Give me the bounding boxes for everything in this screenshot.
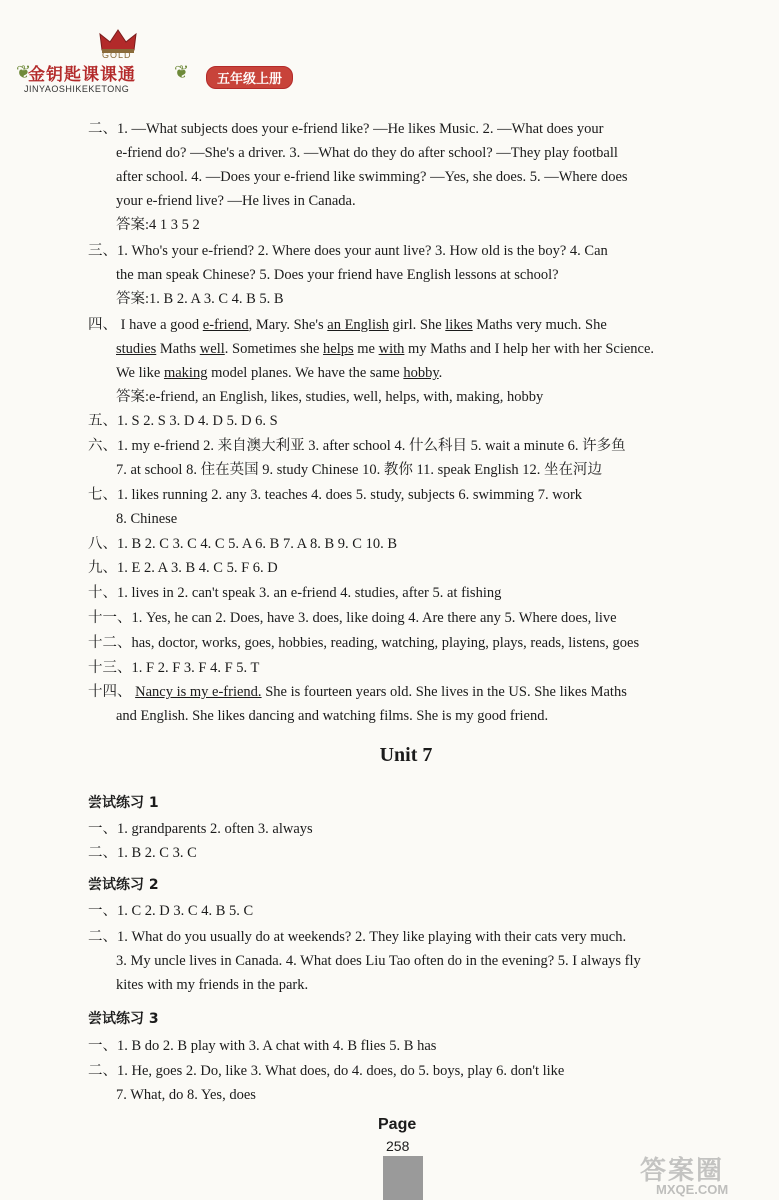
sec3-line1: 三、1. Who's your e-friend? 2. Where does your aunt live? 3. How old is the boy? 4. Can — [88, 243, 608, 259]
sec2-line4: your e-friend live? —He lives in Canada. — [116, 193, 356, 209]
sec4-answer: 答案:e-friend, an English, likes, studies, well, helps, with, making, hobby — [116, 389, 544, 405]
practice3-line2: 二、1. He, goes 2. Do, like 3. What does, do 4. does, do 5. boys, play 6. don't like — [88, 1063, 565, 1079]
page-number: 258 — [386, 1138, 410, 1154]
sec12-line: 十二、has, doctor, works, goes, hobbies, reading, watching, playing, plays, reads, listens, goes — [88, 635, 640, 651]
practice1-line2: 二、1. B 2. C 3. C — [88, 845, 197, 861]
sec5-line: 五、1. S 2. S 3. D 4. D 5. D 6. S — [88, 413, 278, 429]
laurel-right-icon: ❦ — [174, 62, 190, 82]
unit-title: Unit 7 — [379, 744, 433, 766]
practice1-title: 尝试练习 1 — [88, 795, 159, 811]
practice2-line1: 一、1. C 2. D 3. C 4. B 5. C — [88, 903, 254, 919]
sec10-line: 十、1. lives in 2. can't speak 3. an e-friend 4. studies, after 5. at fishing — [88, 585, 502, 601]
sec2-line3: after school. 4. —Does your e-friend like swimming? —Yes, she does. 5. —Where does — [116, 169, 628, 185]
sec6-line1: 六、1. my e-friend 2. 来自澳大利亚 3. after school 4. 什么科目 5. wait a minute 6. 许多鱼 — [88, 438, 626, 454]
watermark-bottom: MXQE.COM — [656, 1182, 729, 1197]
publisher-logo — [16, 22, 190, 98]
practice2-line3: 3. My uncle lives in Canada. 4. What does Liu Tao often do in the evening? 5. I always fly — [116, 953, 641, 969]
sec7-line2: 8. Chinese — [116, 511, 178, 527]
laurel-left-icon: ❦ — [16, 62, 32, 82]
page-label: Page — [378, 1116, 417, 1133]
practice2-title: 尝试练习 2 — [88, 877, 159, 893]
practice3-line1: 一、1. B do 2. B play with 3. A chat with 4. B flies 5. B has — [88, 1038, 437, 1054]
sec4-line2: studies Maths well. Sometimes she helps me with my Maths and I help her with her Science. — [116, 341, 655, 357]
sec14-line1: 十四、 Nancy is my e-friend. She is fourteen years old. She lives in the US. She likes Maths — [88, 684, 627, 700]
sec11-line: 十一、1. Yes, he can 2. Does, have 3. does, like doing 4. Are there any 5. Where does, live — [88, 610, 617, 626]
page-header — [16, 22, 316, 98]
practice3-line3: 7. What, do 8. Yes, does — [116, 1087, 256, 1103]
sec2-line2: e-friend do? —She's a driver. 3. —What do they do after school? —They play football — [116, 145, 618, 161]
sec8-line: 八、1. B 2. C 3. C 4. C 5. A 6. B 7. A 8. B 9. C 10. B — [88, 536, 397, 552]
sec3-line2: the man speak Chinese? 5. Does your friend have English lessons at school? — [116, 267, 559, 283]
sec13-line: 十三、1. F 2. F 3. F 4. F 5. T — [88, 660, 260, 676]
practice2-line4: kites with my friends in the park. — [116, 977, 309, 993]
practice1-line1: 一、1. grandparents 2. often 3. always — [88, 821, 313, 837]
sec9-line: 九、1. E 2. A 3. B 4. C 5. F 6. D — [88, 560, 278, 576]
grade-badge: 五年级上册 — [206, 66, 293, 89]
sec6-line2: 7. at school 8. 住在英国 9. study Chinese 10. 教你 11. speak English 12. 坐在河边 — [116, 462, 602, 478]
watermark-top: 答案圈 — [640, 1156, 725, 1186]
sec3-answer: 答案:1. B 2. A 3. C 4. B 5. B — [116, 291, 284, 307]
sec7-line1: 七、1. likes running 2. any 3. teaches 4. does 5. study, subjects 6. swimming 7. work — [88, 487, 583, 503]
sec2-line1: 二、1. —What subjects does your e-friend like? —He likes Music. 2. —What does your — [88, 121, 604, 137]
logo-subtitle: JINYAOSHIKEKETONG — [24, 84, 130, 94]
watermark — [640, 1150, 770, 1200]
practice3-title: 尝试练习 3 — [88, 1011, 159, 1027]
sec2-answer: 答案:4 1 3 5 2 — [116, 217, 200, 233]
page-tab-bar — [383, 1156, 423, 1200]
logo-title: 金钥匙课课通 — [28, 65, 136, 85]
logo-gold: GOLD — [102, 50, 132, 60]
practice2-line2: 二、1. What do you usually do at weekends? 2. They like playing with their cats very much. — [88, 929, 627, 945]
sec14-line2: and English. She likes dancing and watching films. She is my good friend. — [116, 708, 549, 724]
sec4-line1: 四、 I have a good e-friend, Mary. She's an English girl. She likes Maths very much. She — [88, 317, 607, 333]
sec4-line3: We like making model planes. We have the same hobby. — [116, 365, 443, 381]
